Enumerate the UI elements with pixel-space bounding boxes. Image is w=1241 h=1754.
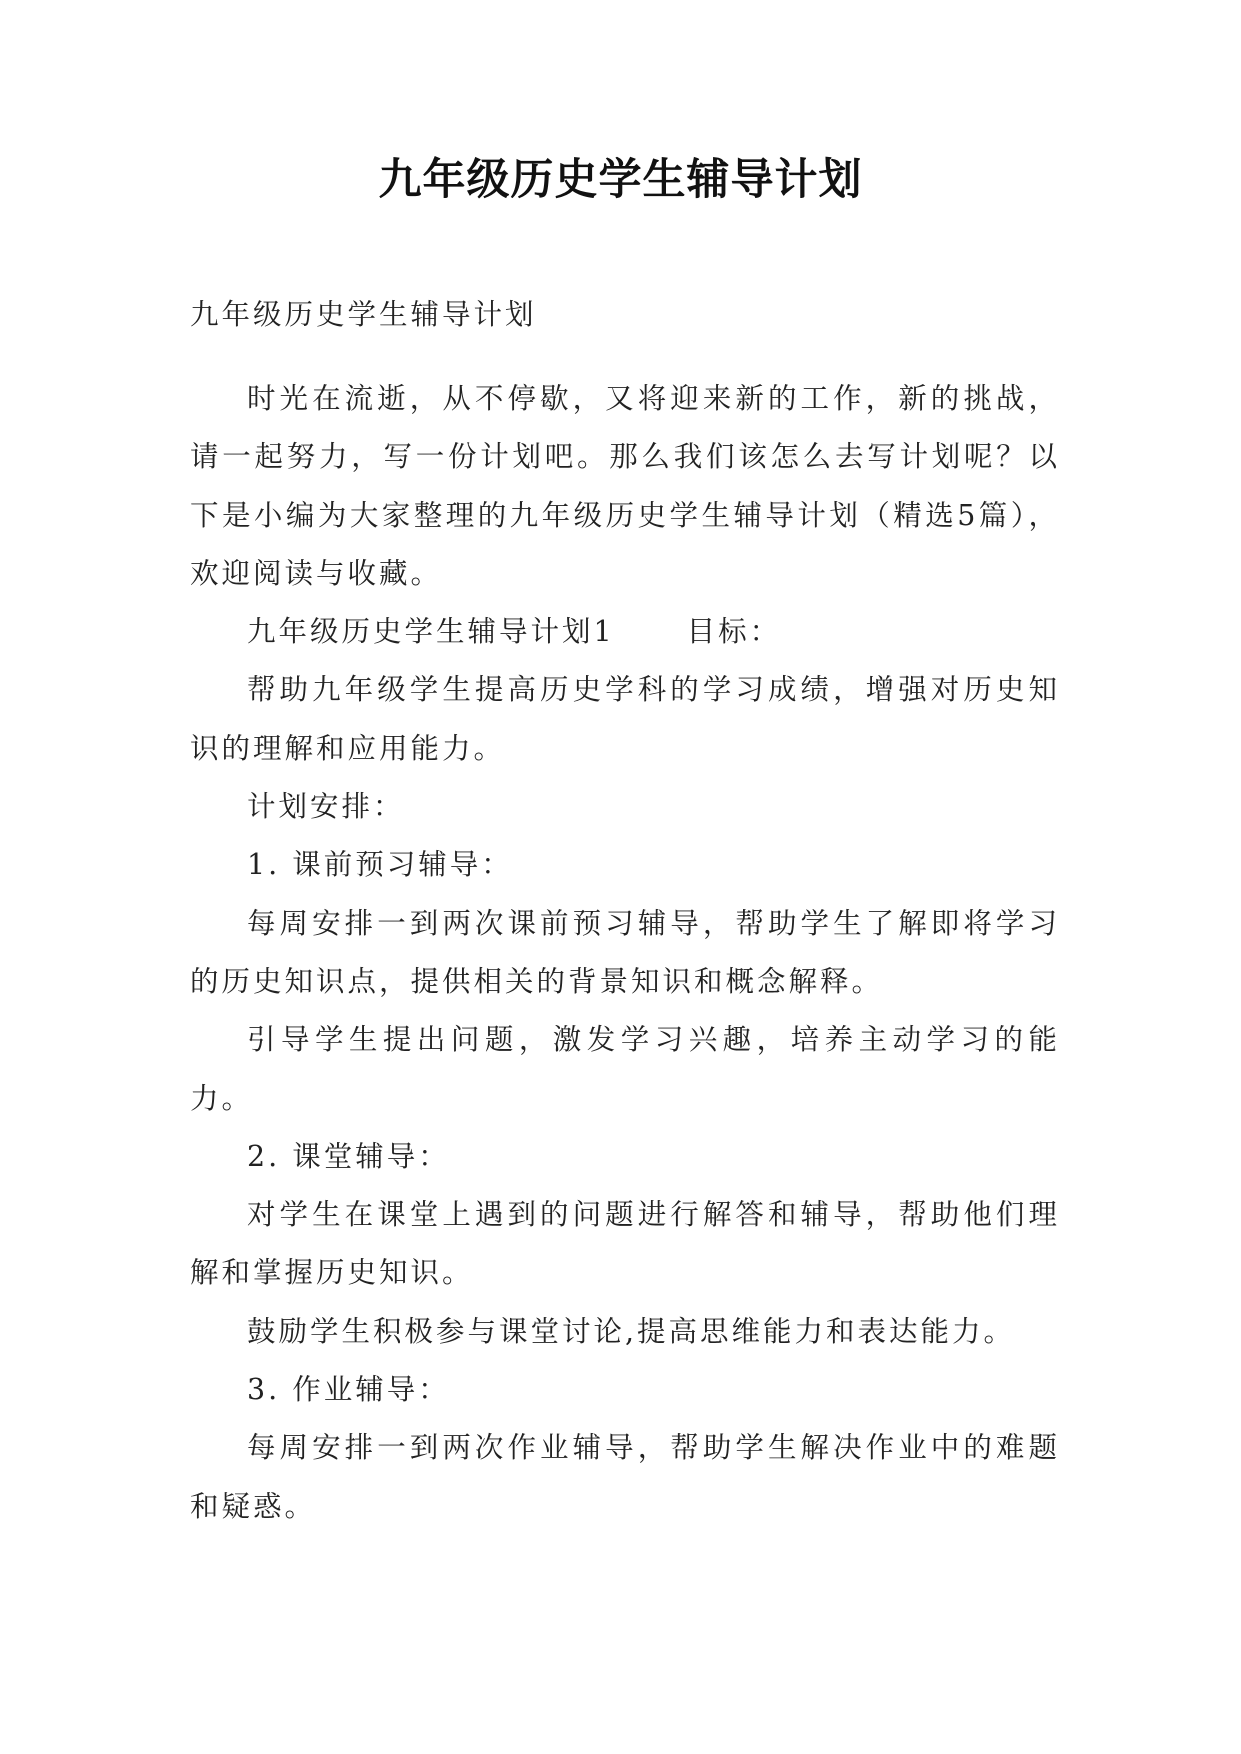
section-1-heading: 九年级历史学生辅导计划1 [247, 615, 615, 649]
item-3-heading: 3. 作业辅导： [247, 1373, 450, 1407]
document-subtitle: 九年级历史学生辅导计划 [190, 298, 537, 331]
item-2-paragraph-2: 鼓励学生积极参与课堂讨论,提高思维能力和表达能力。 [247, 1314, 1016, 1348]
item-3-paragraph-1: 每周安排一到两次作业辅导，帮助学生解决作业中的难题和疑惑。 [190, 1431, 1060, 1523]
plan-label: 计划安排： [247, 790, 405, 824]
intro-paragraph: 时光在流逝，从不停歇，又将迎来新的工作，新的挑战，请一起努力，写一份计划吧。那么我们该怎么去写计划呢？以下是小编为大家整理的九年级历史学生辅导计划（精选5篇），欢迎阅读与收藏。 [190, 382, 1060, 590]
item-2-heading: 2. 课堂辅导： [247, 1139, 450, 1173]
goal-paragraph: 帮助九年级学生提高历史学科的学习成绩，增强对历史知识的理解和应用能力。 [190, 673, 1060, 765]
item-2-paragraph-1: 对学生在课堂上遇到的问题进行解答和辅导，帮助他们理解和掌握历史知识。 [190, 1198, 1060, 1290]
document-body [190, 370, 1060, 1536]
item-1-heading: 1. 课前预习辅导： [247, 848, 513, 882]
goal-label: 目标： [686, 615, 782, 649]
item-1-paragraph-2: 引导学生提出问题，激发学习兴趣，培养主动学习的能力。 [190, 1023, 1060, 1115]
document-title: 九年级历史学生辅导计划 [378, 155, 863, 205]
section-1-heading-line [190, 603, 1060, 661]
item-1-paragraph-1: 每周安排一到两次课前预习辅导，帮助学生了解即将学习的历史知识点，提供相关的背景知识和概念解释。 [190, 906, 1060, 998]
